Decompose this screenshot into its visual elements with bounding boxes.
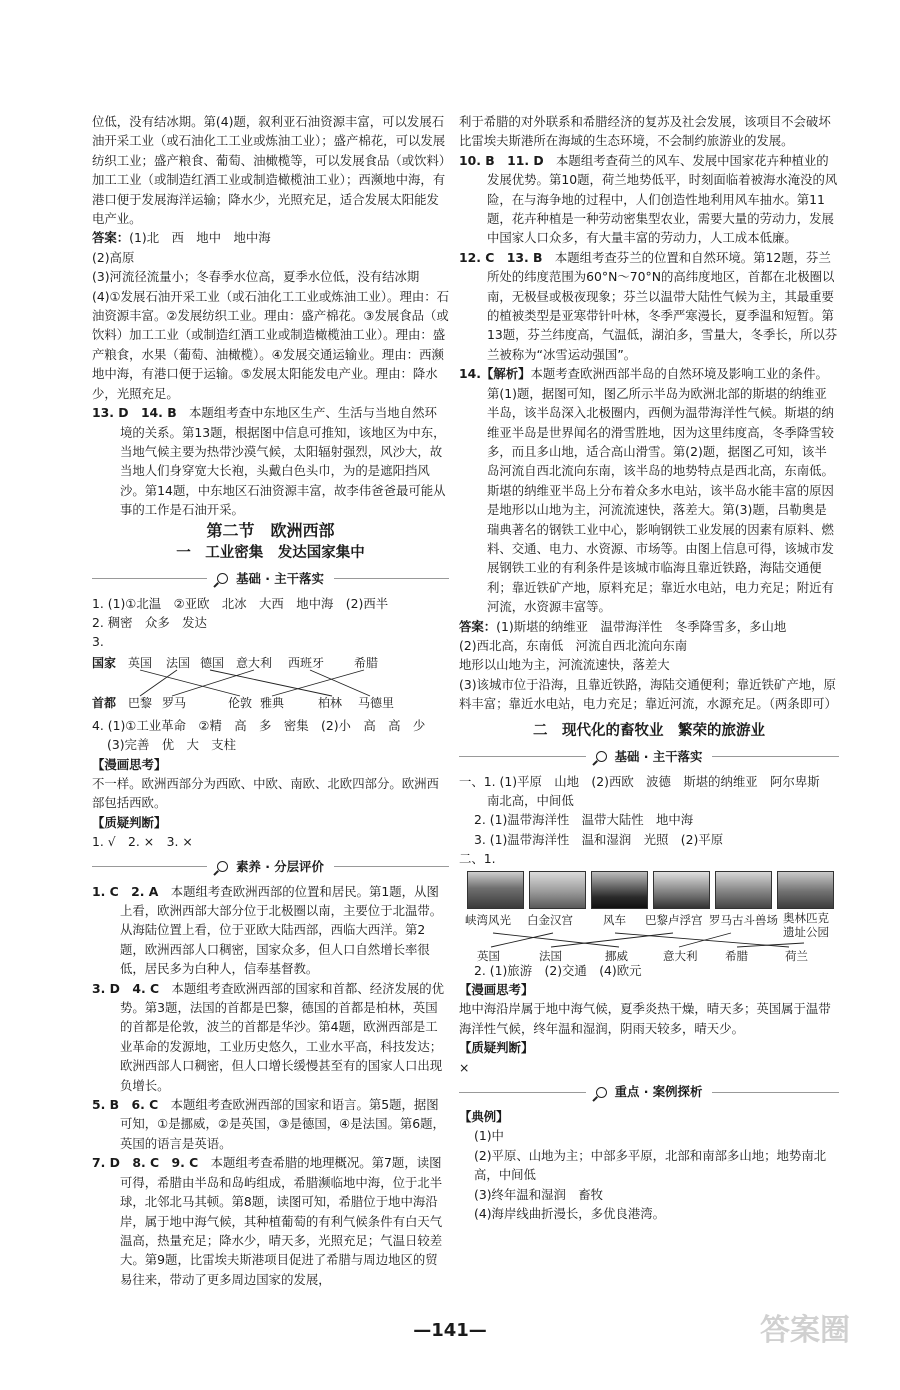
- section-label: 【漫画思考】: [92, 756, 167, 772]
- match-country: 法国: [166, 655, 191, 670]
- photo-caption: 罗马古斗兽场: [709, 912, 778, 927]
- answer-line: 2. (1)旅游 (2)交通 (4)欧元: [474, 962, 642, 978]
- match-country: 意大利: [236, 655, 273, 670]
- magnifier-icon: [217, 861, 228, 872]
- question-explanation: 10. B 11. D 本题组考查荷兰的风车、发展中国家花卉种植业的发展优势。第10题，荷兰地势低平，时刻面临着被海水淹没的风险，在与海争地的过程中，人们创造性地利用风车抽水。第11题，花卉种植是一种劳动密集型农业，需要大量的劳动力，发展中国家人口众多，有大量丰富的劳动力，人工成本低廉。: [459, 152, 838, 246]
- question-explanation: 13. D 14. B 本题组考查中东地区生产、生活与当地自然环境的关系。第13题，根据图中信息可推知，该地区为中东，当地气候主要为热带沙漠气候，太阳辐射强烈，风沙大，故当地人们身穿宽大长袍，头戴白色头巾，为的是遮阳挡风沙。第14题，中东地区石油资源丰富，故李伟爸爸最可能从事的工作是石油开采。: [92, 405, 446, 518]
- country-label: 法国: [539, 948, 562, 963]
- magnifier-icon: [217, 573, 228, 584]
- country-label: 荷兰: [785, 948, 808, 963]
- answer-line: (3)完善 优 大 支柱: [107, 737, 237, 753]
- question-explanation: 7. D 8. C 9. C 本题组考查希腊的地理概况。第7题，读图可得，希腊由半岛和岛屿组成，希腊濒临地中海，位于北半球，北邻北马其顿。第8题，读图可知，希腊位于地中海沿岸，属于地中海气候，其种植葡萄的有利气候条件有白天气温高，热量充足；降水少，晴天多，光照充足；气温日较差大。第9题，比雷埃夫斯港项目促进了希腊与周边地区的贸易往来，带动了更多周边国家的发展，: [92, 1155, 443, 1287]
- match-capital: 雅典: [260, 695, 285, 710]
- section-banner: 基础 · 主干落实: [459, 746, 839, 768]
- section-title: 第二节 欧洲西部: [206, 520, 335, 540]
- match-capital: 巴黎: [128, 695, 153, 710]
- country-label: 希腊: [725, 948, 748, 963]
- banner-rule: [334, 866, 449, 867]
- photo-matching-diagram: [459, 871, 839, 961]
- watermark-logo: 答案圈: [760, 1313, 850, 1348]
- photo-caption: 巴黎卢浮宫: [645, 912, 703, 927]
- subsection-title: 二 现代化的畜牧业 繁荣的旅游业: [533, 722, 765, 739]
- answer-line: 地形以山地为主，河流流速快，落差大: [459, 657, 670, 673]
- section-banner: 基础 · 主干落实: [92, 568, 449, 590]
- match-country: 西班牙: [288, 655, 325, 670]
- answer-line: 答案：(1)斯堪的纳维亚 温带海洋性 冬季降雪多，多山地: [459, 618, 787, 634]
- section-label: 【质疑判断】: [459, 1040, 534, 1056]
- answer-line: 一、1. (1)平原 山地 (2)西欧 波德 斯堪的纳维亚 阿尔卑斯: [459, 773, 820, 789]
- answer-line: (4)①发展石油开采工业（或石油化工工业或炼油工业）。理由：石油资源丰富。②发展纺织工业。理由：盛产棉花。③发展食品（或饮料）加工工业（或制造红酒工业或制造橄榄油工业）。理由：盛产粮食，水果（葡萄、油橄榄）。④发展交通运输业。理由：西濒地中海，有港口便于运输。⑤发展太阳能发电产业。理由：降水少，光照充足。: [92, 288, 450, 401]
- answer-line: (3)该城市位于沿海，且靠近铁路，海陆交通便利；靠近铁矿产地，原料丰富；靠近水电站，电力充足；靠近河流，水源充足。（两条即可）: [459, 676, 837, 712]
- answer-line: (1)中: [474, 1128, 504, 1144]
- match-country: 德国: [200, 655, 225, 670]
- answer-line: 3.: [92, 634, 104, 650]
- magnifier-icon: [596, 751, 607, 762]
- answer-line: 2. (1)温带海洋性 温带大陆性 地中海: [474, 812, 694, 828]
- answer-line: 3. (1)温带海洋性 温和湿润 光照 (2)平原: [474, 831, 724, 847]
- question-explanation: 1. C 2. A 本题组考查欧洲西部的位置和居民。第1题，从图上看，欧洲西部大部分位于北极圈以南，主要位于北温带。从海陆位置上看，位于亚欧大陆西部，西临大西洋。第2题，欧洲西部人口稠密，国家众多，但人口自然增长率很低，居民多为白种人，信奉基督教。: [92, 883, 443, 977]
- right-column: [459, 112, 839, 1224]
- match-country: 希腊: [354, 655, 379, 670]
- match-country: 英国: [128, 655, 153, 670]
- match-row-label: 首都: [92, 695, 117, 710]
- country-label: 意大利: [663, 948, 698, 963]
- question-explanation: 3. D 4. C 本题组考查欧洲西部的国家和首都、经济发展的优势。第3题，法国的首都是巴黎，德国的首都是柏林，英国的首都是伦敦，波兰的首都是华沙。第4题，欧洲西部是工业革命的发源地，工业历史悠久，工业水平高，科技发达；欧洲西部人口稠密，但人口增长缓慢甚至有的国家人口出现负增长。: [92, 980, 445, 1093]
- paragraph: 位低，没有结冰期。第(4)题，叙利亚石油资源丰富，可以发展石油开采工业（或石油化工工业或炼油工业）；盛产棉花，可以发展纺织工业；盛产粮食、葡萄、油橄榄等，可以发展食品（或饮料）加工工业（或制造红酒工业或制造橄榄油工业）；西濒地中海，有港口便于发展海洋运输；降水少，光照充足，适合发展太阳能发电产业。: [92, 114, 446, 227]
- answer-line: (2)西北高，东南低 河流自西北流向东南: [459, 637, 688, 653]
- match-capital: 罗马: [162, 695, 187, 710]
- match-capital: 柏林: [318, 695, 343, 710]
- banner-rule: [712, 1092, 839, 1093]
- answer-line: (4)海岸线曲折漫长，多优良港湾。: [474, 1206, 666, 1222]
- section-label: 【质疑判断】: [92, 814, 167, 830]
- photo-caption: 峡湾风光: [465, 912, 511, 927]
- section-banner: 素养 · 分层评价: [92, 856, 449, 878]
- banner-rule: [459, 756, 586, 757]
- answer-line: 1. √ 2. × 3. ×: [92, 834, 193, 850]
- magnifier-icon: [596, 1087, 607, 1098]
- answer-line: 二、1.: [459, 851, 496, 867]
- section-banner: 重点 · 案例探析: [459, 1081, 839, 1103]
- answer-line: 2. 稠密 众多 发达: [92, 614, 207, 630]
- banner-rule: [459, 1092, 586, 1093]
- question-explanation: 14.【解析】本题考查欧洲西部半岛的自然环境及影响工业的条件。第(1)题，据图可知，图乙所示半岛为欧洲北部的斯堪的纳维亚半岛，该半岛深入北极圈内，西侧为温带海洋性气候。斯堪的纳维亚半岛是世界闻名的滑雪胜地，因为这里纬度高，冬季降雪较多，而且多山地，适合高山滑雪。第(2)题，据图乙可知，该半岛河流自西北流向东南，该半岛的地势特点是西北高，东南低。斯堪的纳维亚半岛上分布着众多水电站，该半岛水能丰富的原因是地形以山地为主，河流流速快，落差大。第(3)题，吕勒奥是瑞典著名的钢铁工业中心，影响钢铁工业发展的因素有原料、燃料、交通、电力、水资源、市场等。由图上信息可得，该城市发展钢铁工业的有利条件是该城市临海且靠近铁路，海陆交通便利；靠近铁矿产地，原料充足；靠近水电站，电力充足；附近有河流，水资源丰富等。: [459, 366, 834, 615]
- left-column: [92, 112, 449, 1289]
- question-explanation: 12. C 13. B 本题组考查芬兰的位置和自然环境。第12题，芬兰所处的纬度范围为60°N～70°N的高纬度地区，首都在北极圈以南，无极昼或极夜现象；芬兰以温带大陆性气候为主，其最重要的植被类型是亚寒带针叶林，冬季严寒漫长，夏季温和短暂。第13题，芬兰纬度高，气温低，湖泊多，雪量大，冬季长，所以芬兰被称为“冰雪运动强国”。: [459, 249, 838, 362]
- banner-rule: [92, 578, 207, 579]
- country-label: 英国: [477, 948, 500, 963]
- answer-line: ×: [459, 1059, 470, 1075]
- section-label: 【漫画思考】: [459, 982, 534, 998]
- answer-line: 1. (1)①北温 ②亚欧 北冰 大西 地中海 (2)西半: [92, 595, 389, 611]
- subsection-title: 一 工业密集 发达国家集中: [176, 544, 365, 561]
- matching-diagram: [92, 654, 449, 712]
- answer-line: 南北高，中间低: [487, 793, 574, 808]
- answer-line: 4. (1)①工业革命 ②精 高 多 密集 (2)小 高 高 少: [92, 717, 426, 733]
- photo-caption: 白金汉宫: [527, 912, 573, 927]
- answer-line: (3)河流径流量小；冬春季水位高，夏季水位低，没有结冰期: [92, 269, 420, 285]
- section-label: 【典例】: [459, 1109, 509, 1125]
- banner-rule: [334, 578, 449, 579]
- answer-line: 答案：(1)北 西 地中 地中海: [92, 230, 271, 246]
- question-explanation: 5. B 6. C 本题组考查欧洲西部的国家和语言。第5题，据图可知，①是挪威，②是英国，③是德国，④是法国。第6题，英国的语言是英语。: [92, 1097, 445, 1151]
- paragraph: 地中海沿岸属于地中海气候，夏季炎热干燥，晴天多；英国属于温带海洋性气候，终年温和湿润，阴雨天较多，晴天少。: [459, 1001, 831, 1036]
- country-label: 挪威: [605, 948, 628, 963]
- match-row-label: 国家: [92, 655, 117, 670]
- photo-caption: 奥林匹克遗址公园: [783, 910, 829, 939]
- answer-line: (3)终年温和湿润 畜牧: [474, 1186, 604, 1202]
- banner-rule: [712, 756, 839, 757]
- answer-line: (2)平原、山地为主；中部多平原，北部和南部多山地；地势南北高，中间低: [474, 1147, 827, 1183]
- paragraph: 利于希腊的对外联系和希腊经济的复苏及社会发展，该项目不会破坏比雷埃夫斯港所在海域的生态环境，不会制约旅游业的发展。: [459, 114, 831, 149]
- photo-caption: 风车: [603, 912, 626, 927]
- page-number: —141—: [413, 1320, 487, 1341]
- paragraph: 不一样。欧洲西部分为西欧、中欧、南欧、北欧四部分。欧洲西部包括西欧。: [92, 775, 439, 811]
- match-capital: 伦敦: [228, 695, 253, 710]
- answer-line: (2)高原: [92, 249, 135, 265]
- banner-rule: [92, 866, 207, 867]
- match-capital: 马德里: [358, 695, 395, 710]
